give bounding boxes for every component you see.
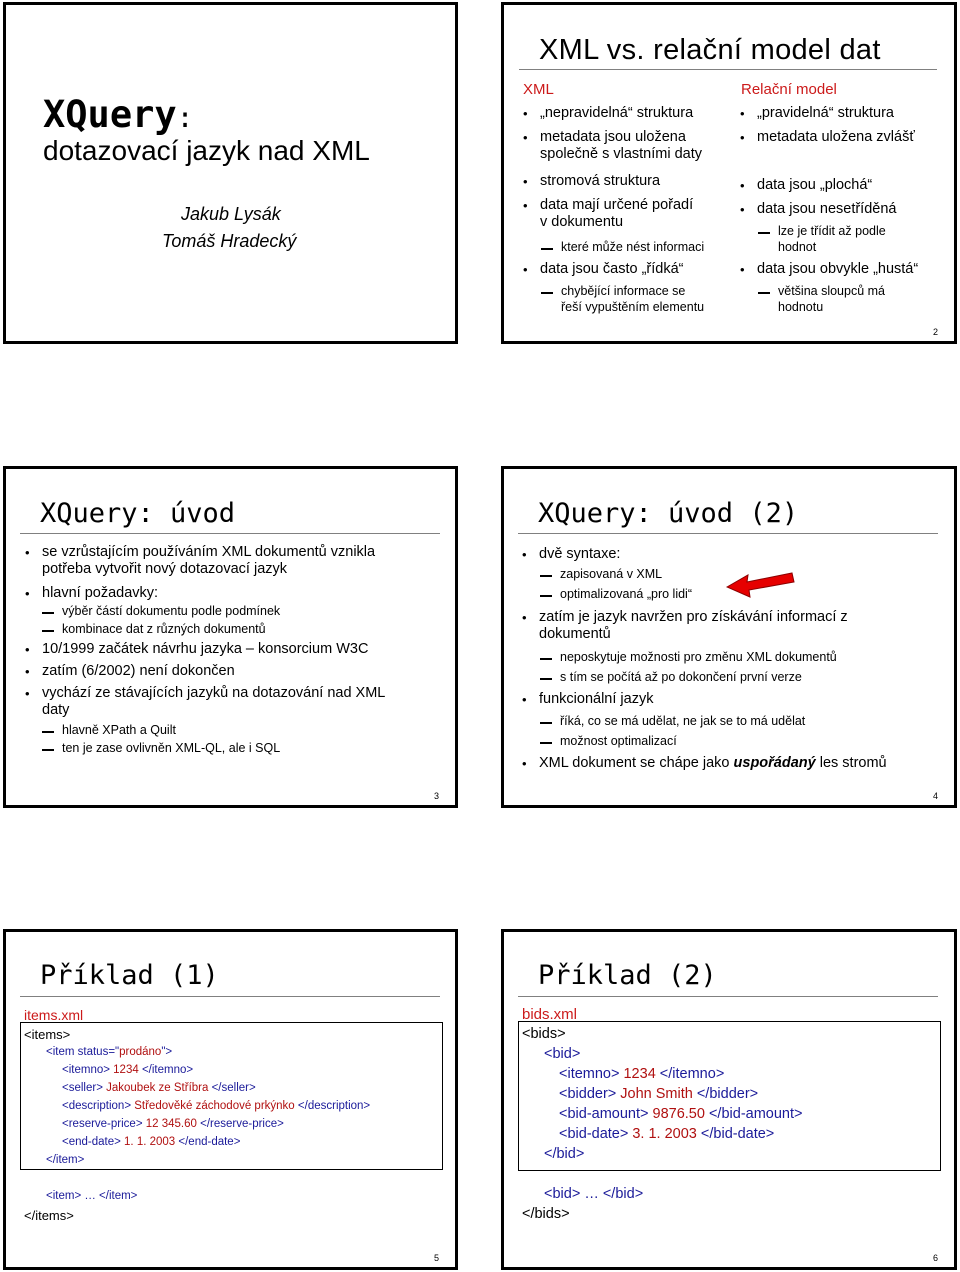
subtitle: dotazovací jazyk nad XML [43, 135, 370, 166]
slide-title: XQuery: úvod (2) [538, 498, 799, 529]
bullet: • 10/1999 začátek návrhu jazyka – konsorcium W3C [42, 641, 368, 658]
bullet: • data jsou často „řídká“ [540, 261, 683, 278]
sub-bullet: zapisovaná v XML [560, 567, 663, 581]
sub-bullet: lze je třídit až podle hodnot [778, 224, 886, 254]
bullet: • zatím je jazyk navržen pro získávání informací z dokumentů [539, 609, 848, 643]
author-2: Tomáš Hradecký [162, 231, 297, 251]
code-line: <bid-date> 3. 1. 2003 </bid-date> [559, 1126, 775, 1142]
slide-number: 2 [933, 327, 939, 337]
code-line: </bid> [544, 1146, 585, 1162]
code-line: <description> Středověké záchodové prkýnko </description> [62, 1100, 371, 1112]
code-line: <bid> … </bid> [544, 1186, 644, 1202]
code-line: <bid> [544, 1046, 581, 1062]
title-rule [20, 996, 440, 997]
code-line: <itemno> 1234 </itemno> [62, 1064, 194, 1076]
slide-1-title [3, 2, 458, 344]
code-line: </item> [46, 1154, 85, 1166]
slide-title: XQuery: úvod [40, 498, 236, 529]
code-line: <bidder> John Smith </bidder> [559, 1086, 759, 1102]
bullet: • vychází ze stávajících jazyků na dotazování nad XML daty [42, 685, 385, 719]
bullet: • metadata jsou uložena společně s vlastními daty [540, 129, 702, 163]
code-line: <item status="prodáno"> [46, 1046, 173, 1058]
sub-bullet: říká, co se má udělat, ne jak se to má udělat [560, 714, 806, 728]
bullet: • data mají určené pořadí v dokumentu [540, 197, 693, 231]
code-line: </items> [24, 1208, 74, 1223]
slide-number: 5 [434, 1253, 440, 1263]
title-rule [518, 996, 938, 997]
bullet: • funkcionální jazyk [539, 691, 653, 708]
bullet: • „nepravidelná“ struktura [540, 105, 693, 122]
sub-bullet: většina sloupců má hodnotu [778, 284, 886, 314]
code-line: <seller> Jakoubek ze Stříbra </seller> [62, 1082, 256, 1094]
code-line: </bids> [522, 1206, 570, 1222]
title-word: XQuery [43, 93, 177, 136]
sub-bullet: možnost optimalizací [560, 734, 677, 748]
slide-number: 6 [933, 1253, 939, 1263]
slide-4-xquery-intro-2 [501, 466, 957, 808]
relational-header: Relační model [741, 81, 837, 98]
xml-header: XML [523, 81, 554, 98]
slide-number: 3 [434, 791, 440, 801]
bullet: • se vzrůstajícím používáním XML dokumentů vznikla potřeba vytvořit nový dotazovací jazyk [42, 544, 375, 578]
bullet: • „pravidelná“ struktura [757, 105, 894, 122]
sub-bullet: neposkytuje možnosti pro změnu XML dokumentů [560, 650, 837, 664]
author-1: Jakub Lysák [181, 204, 281, 224]
bullet: • data jsou „plochá“ [757, 177, 872, 194]
slide-2-xml-vs-relational [501, 2, 957, 344]
bullet: • data jsou obvykle „hustá“ [757, 261, 918, 278]
slide-number: 4 [933, 791, 939, 801]
red-arrow-icon [724, 567, 796, 601]
bullet: • zatím (6/2002) není dokončen [42, 663, 235, 680]
code-line: <item> … </item> [46, 1190, 138, 1202]
bullet: • XML dokument se chápe jako uspořádaný les stromů [539, 755, 887, 772]
slide-6-example-2 [501, 929, 957, 1270]
sub-bullet: hlavně XPath a Quilt [62, 723, 176, 737]
file-name: items.xml [24, 1007, 84, 1023]
slide-title: XML vs. relační model dat [539, 34, 881, 66]
main-title [43, 93, 194, 136]
code-line: <bids> [522, 1026, 566, 1042]
title-rule [518, 533, 938, 534]
sub-bullet: výběr částí dokumentu podle podmínek [62, 604, 281, 618]
file-name: bids.xml [522, 1006, 578, 1023]
bullet: • metadata uložena zvlášť [757, 129, 915, 146]
slide-5-example-1 [3, 929, 458, 1270]
title-rule [519, 69, 937, 70]
sub-bullet: kombinace dat z různých dokumentů [62, 622, 266, 636]
sub-bullet: které může nést informaci [561, 240, 705, 254]
code-line: <end-date> 1. 1. 2003 </end-date> [62, 1136, 241, 1148]
bullet: • hlavní požadavky: [42, 585, 158, 602]
code-line: <itemno> 1234 </itemno> [559, 1066, 725, 1082]
sub-bullet: optimalizovaná „pro lidi“ [560, 587, 693, 601]
slide-title: Příklad (1) [40, 960, 219, 991]
sub-bullet: ten je zase ovlivněn XML-QL, ale i SQL [62, 741, 281, 755]
sub-bullet: s tím se počítá až po dokončení první verze [560, 670, 802, 684]
slide-3-xquery-intro [3, 466, 458, 808]
title-rule [20, 533, 440, 534]
title-colon: : [176, 101, 194, 134]
bullet: • stromová struktura [540, 173, 660, 190]
slide-title: Příklad (2) [538, 960, 717, 991]
sub-bullet: chybějící informace se řeší vypuštěním elementu [561, 284, 705, 314]
code-line: <items> [24, 1027, 71, 1042]
code-line: <bid-amount> 9876.50 </bid-amount> [559, 1106, 803, 1122]
bullet: • data jsou nesetříděná [757, 201, 896, 218]
code-line: <reserve-price> 12 345.60 </reserve-price> [62, 1118, 284, 1130]
bullet: • dvě syntaxe: [539, 546, 620, 563]
